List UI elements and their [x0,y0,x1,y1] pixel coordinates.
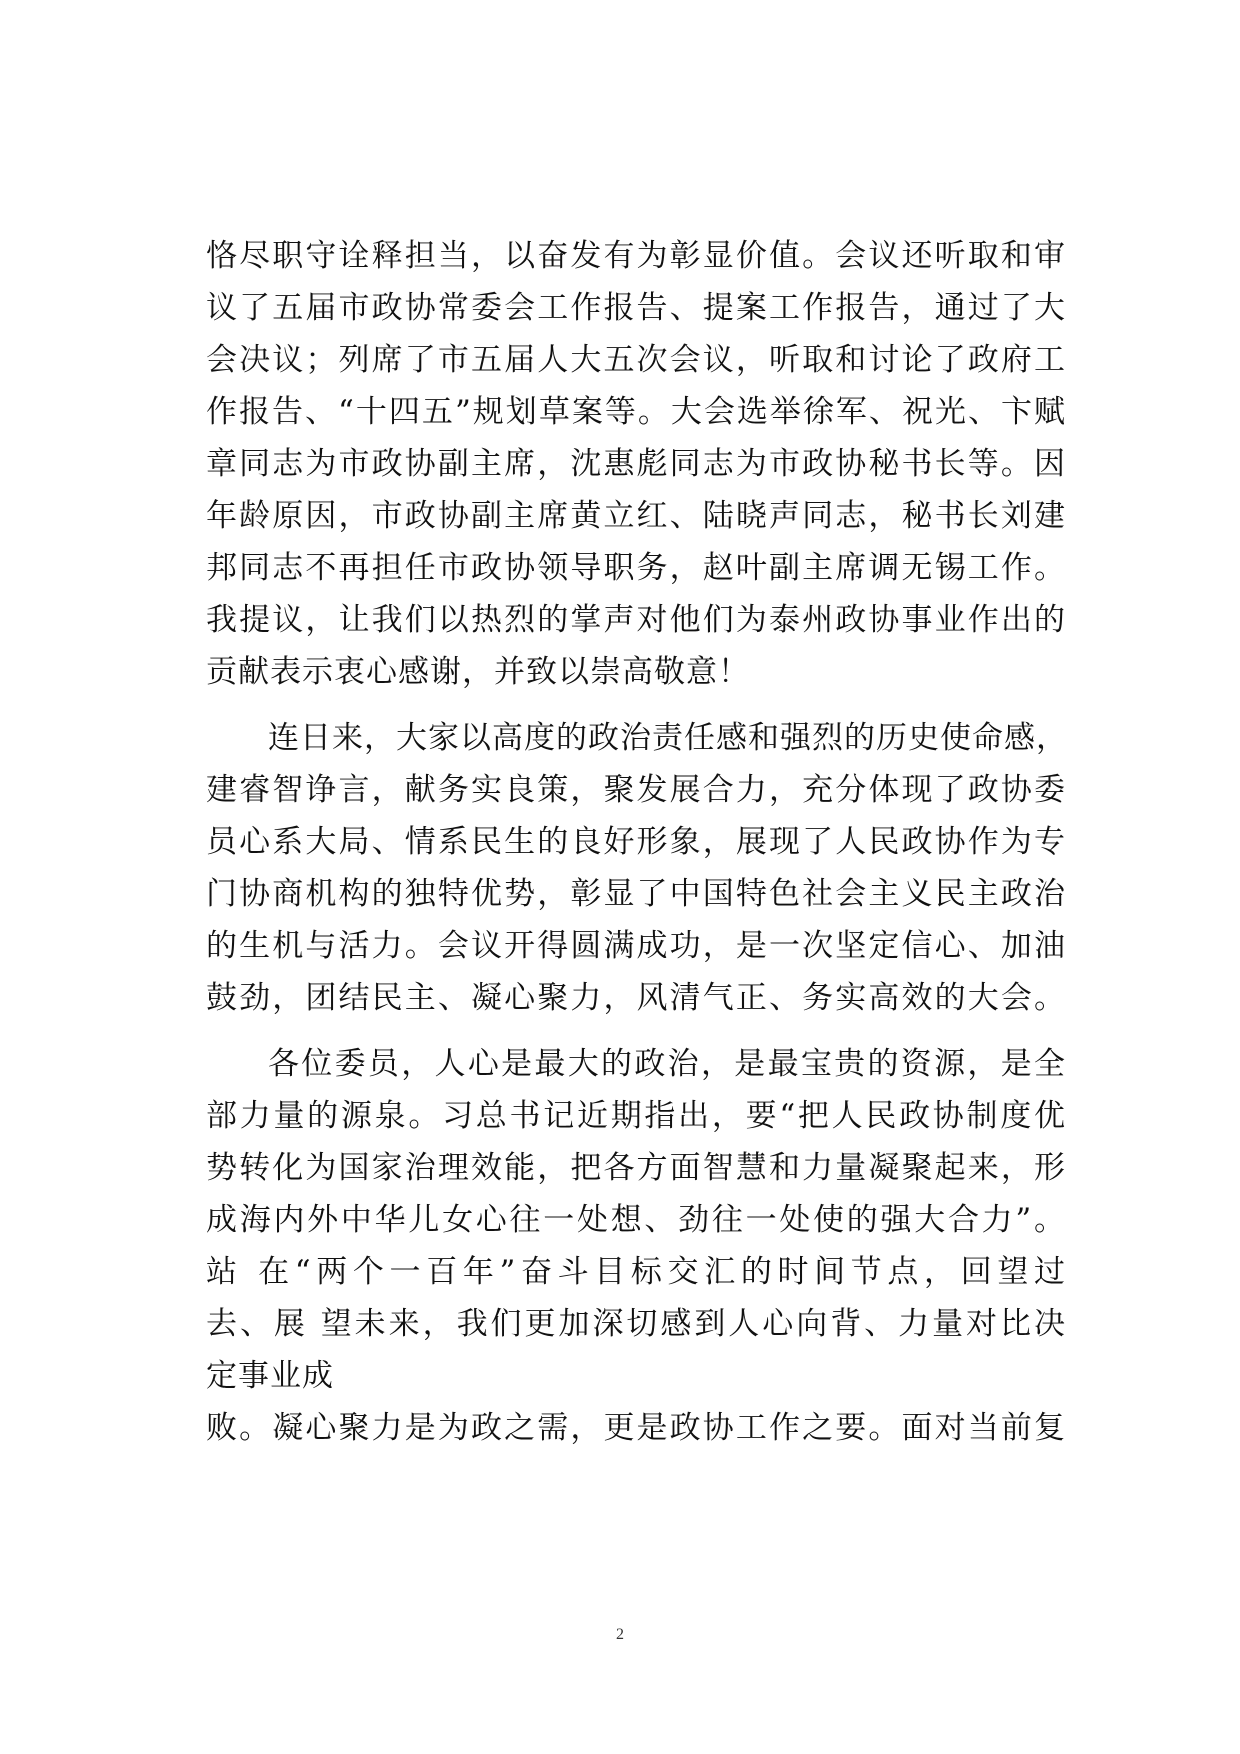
paragraph-3 [206,1038,1066,1454]
paragraph-2 [206,712,1066,1024]
text-line: 鼓劲，团结民主、凝心聚力，风清气正、务实高效的大会。 [206,980,1066,1016]
text-line: 员心系大局、情系民生的良好形象，展现了人民政协作为专 [206,824,1066,860]
text-line: 部力量的源泉。习总书记近期指出，要“把人民政协制度优 [206,1098,1066,1134]
text-line: 我提议，让我们以热烈的掌声对他们为泰州政协事业作出的 [206,602,1066,638]
page-number: 2 [616,1626,624,1643]
text-line: 建睿智诤言，献务实良策，聚发展合力，充分体现了政协委 [206,772,1066,808]
text-line: 恪尽职守诠释担当，以奋发有为彰显价值。会议还听取和审 [206,238,1066,274]
text-line: 的生机与活力。会议开得圆满成功，是一次坚定信心、加油 [206,928,1066,964]
text-line: 去、展 望未来，我们更加深切感到人心向背、力量对比决 [206,1306,1066,1342]
text-line: 各位委员，人心是最大的政治，是最宝贵的资源，是全 [268,1046,1066,1082]
document-body [206,230,1066,1468]
text-line: 成海内外中华儿女心往一处想、劲往一处使的强大合力”。 [206,1202,1066,1238]
text-line: 邦同志不再担任市政协领导职务，赵叶副主席调无锡工作。 [206,550,1066,586]
text-line: 章同志为市政协副主席，沈惠彪同志为市政协秘书长等。因 [206,446,1066,482]
text-line: 贡献表示衷心感谢，并致以崇高敬意！ [206,654,750,690]
text-line: 败。凝心聚力是为政之需，更是政协工作之要。面对当前复 [206,1410,1066,1446]
text-line: 作报告、“十四五”规划草案等。大会选举徐军、祝光、卞赋 [206,394,1066,430]
text-line: 定事业成 [206,1358,334,1394]
text-line: 站 在“两个一百年”奋斗目标交汇的时间节点，回望过 [206,1254,1066,1290]
text-line: 年龄原因，市政协副主席黄立红、陆晓声同志，秘书长刘建 [206,498,1066,534]
text-line: 议了五届市政协常委会工作报告、提案工作报告，通过了大 [206,290,1066,326]
text-line: 门协商机构的独特优势，彰显了中国特色社会主义民主政治 [206,876,1066,912]
text-line: 势转化为国家治理效能，把各方面智慧和力量凝聚起来，形 [206,1150,1066,1186]
paragraph-1 [206,230,1066,698]
text-line: 会决议；列席了市五届人大五次会议，听取和讨论了政府工 [206,342,1066,378]
text-line: 连日来，大家以高度的政治责任感和强烈的历史使命感， [268,720,1068,756]
